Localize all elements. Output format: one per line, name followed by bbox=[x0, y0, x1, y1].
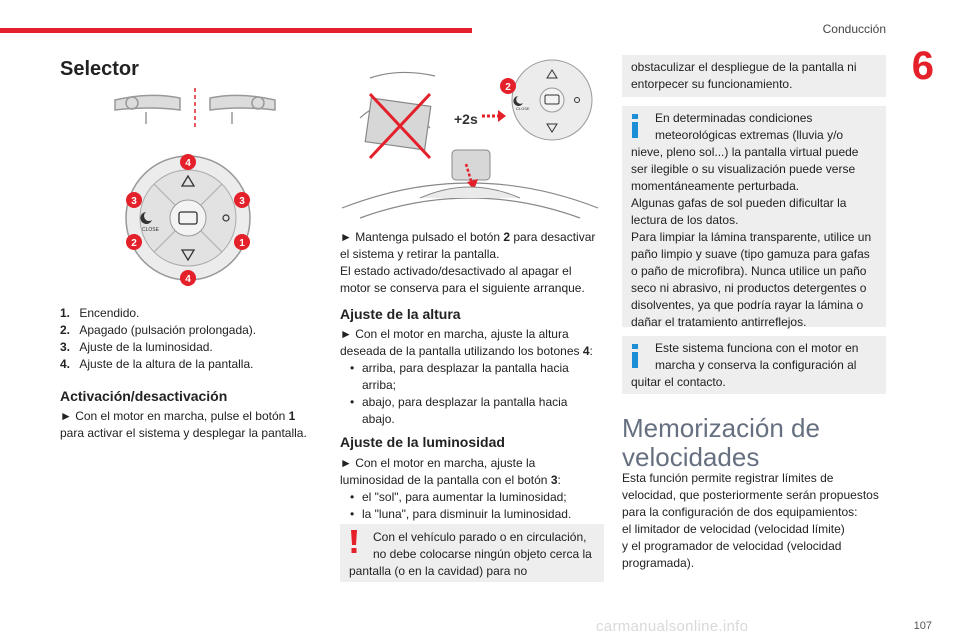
chapter-number: 6 bbox=[911, 44, 934, 88]
button-label-1: 1 bbox=[239, 238, 245, 249]
deactivation-paragraph: ► Mantenga pulsado el botón 2 para desactivar el sistema y retirar la pantalla. El estado activado/desactivado al apagar el motor se conserva para el siguiente arranque. bbox=[340, 230, 596, 295]
list-item: 2. Apagado (pulsación prolongada). bbox=[60, 323, 257, 337]
warning-box-continued: obstaculizar el despliegue de la pantalla ni entorpecer su funcionamiento. bbox=[622, 55, 886, 97]
heading-activation: Activación/desactivación bbox=[60, 388, 228, 404]
list-item: • abajo, para desplazar la pantalla hacia bbox=[350, 395, 568, 409]
button-label-4-bottom: 4 bbox=[185, 274, 191, 285]
activation-paragraph: ► Con el motor en marcha, pulse el botón 1 para activar el sistema y desplegar la pantalla. bbox=[60, 409, 307, 440]
info-box-conditions: En determinadas condiciones meteorológicas extremas (lluvia y/o nieve, pleno sol...) la pantalla virtual puede ser ilegible o su visualización puede verse momentáneamente perturbada. Algunas gafas de sol pueden dificultar la lectura de los datos. Para limpiar la lámina transparente, utilice un paño limpio y suave (tipo gamuza para gafas o paño de microfibra). Nunca utilice un paño seco ni abrasivo, ni productos detergentes o disolventes, ya que podría rayar la lámina o dañar el tratamiento antirreflejos. bbox=[622, 106, 886, 327]
button-label-3-left: 3 bbox=[131, 196, 137, 207]
heading-height: Ajuste de la altura bbox=[340, 306, 461, 322]
info-box-system: Este sistema funciona con el motor en marcha y conserva la configuración al quitar el contacto. bbox=[622, 336, 886, 394]
warning-icon bbox=[348, 530, 360, 554]
section-title-speed-memory: Memorización de velocidades bbox=[622, 413, 820, 472]
luminosity-paragraph: ► Con el motor en marcha, ajuste la luminosidad de la pantalla con el botón 3: • el "sol", para aumentar la luminosidad; • la "luna", para disminuir la luminosidad. bbox=[340, 455, 610, 523]
timer-label: +2s bbox=[454, 111, 478, 127]
button-label-2: 2 bbox=[131, 238, 137, 249]
warning-box: Con el vehículo parado o en circulación, no debe colocarse ningún objeto cerca la pantalla (o en la cavidad) para no bbox=[340, 524, 604, 582]
watermark: carmanualsonline.info bbox=[596, 618, 749, 635]
steering-wheel-icons bbox=[110, 84, 280, 130]
info-icon bbox=[630, 344, 640, 368]
selector-diagram bbox=[116, 150, 266, 290]
button-label-4-top: 4 bbox=[185, 158, 191, 169]
list-item: • la "luna", para disminuir la luminosidad. bbox=[350, 507, 572, 521]
height-paragraph: ► Con el motor en marcha, ajuste la altura deseada de la pantalla utilizando los botones 4: • arriba, para desplazar la pantalla hacia arriba; • abajo, para desplazar la pantalla hacia abajo. bbox=[340, 326, 610, 428]
chapter-title: Conducción bbox=[822, 22, 886, 36]
button-label-3-right: 3 bbox=[239, 196, 245, 207]
header-accent-bar bbox=[0, 28, 472, 33]
speed-memory-paragraph: Esta función permite registrar límites de velocidad, que posteriormente serán propuestos para la configuración de dos equipamientos: el limitador de velocidad (velocidad límite) y el programador de velocidad (velocidad programada). bbox=[622, 471, 879, 570]
heading-luminosity: Ajuste de la luminosidad bbox=[340, 434, 505, 450]
selector-legend-list bbox=[60, 305, 320, 373]
list-item: • arriba, para desplazar la pantalla hacia bbox=[350, 361, 569, 375]
list-item: 1. Encendido. bbox=[60, 306, 140, 320]
button-label-2: 2 bbox=[505, 82, 511, 93]
section-title-selector: Selector bbox=[60, 58, 139, 80]
svg-text:CLOSE: CLOSE bbox=[142, 227, 159, 233]
list-item: 4. Ajuste de la altura de la pantalla. bbox=[60, 357, 254, 371]
list-item: • el "sol", para aumentar la luminosidad; bbox=[350, 490, 567, 504]
svg-text:CLOSE: CLOSE bbox=[516, 106, 530, 111]
info-icon bbox=[630, 114, 640, 138]
list-item: 3. Ajuste de la luminosidad. bbox=[60, 340, 213, 354]
deactivation-diagram bbox=[340, 58, 602, 226]
page-number: 107 bbox=[913, 620, 932, 632]
